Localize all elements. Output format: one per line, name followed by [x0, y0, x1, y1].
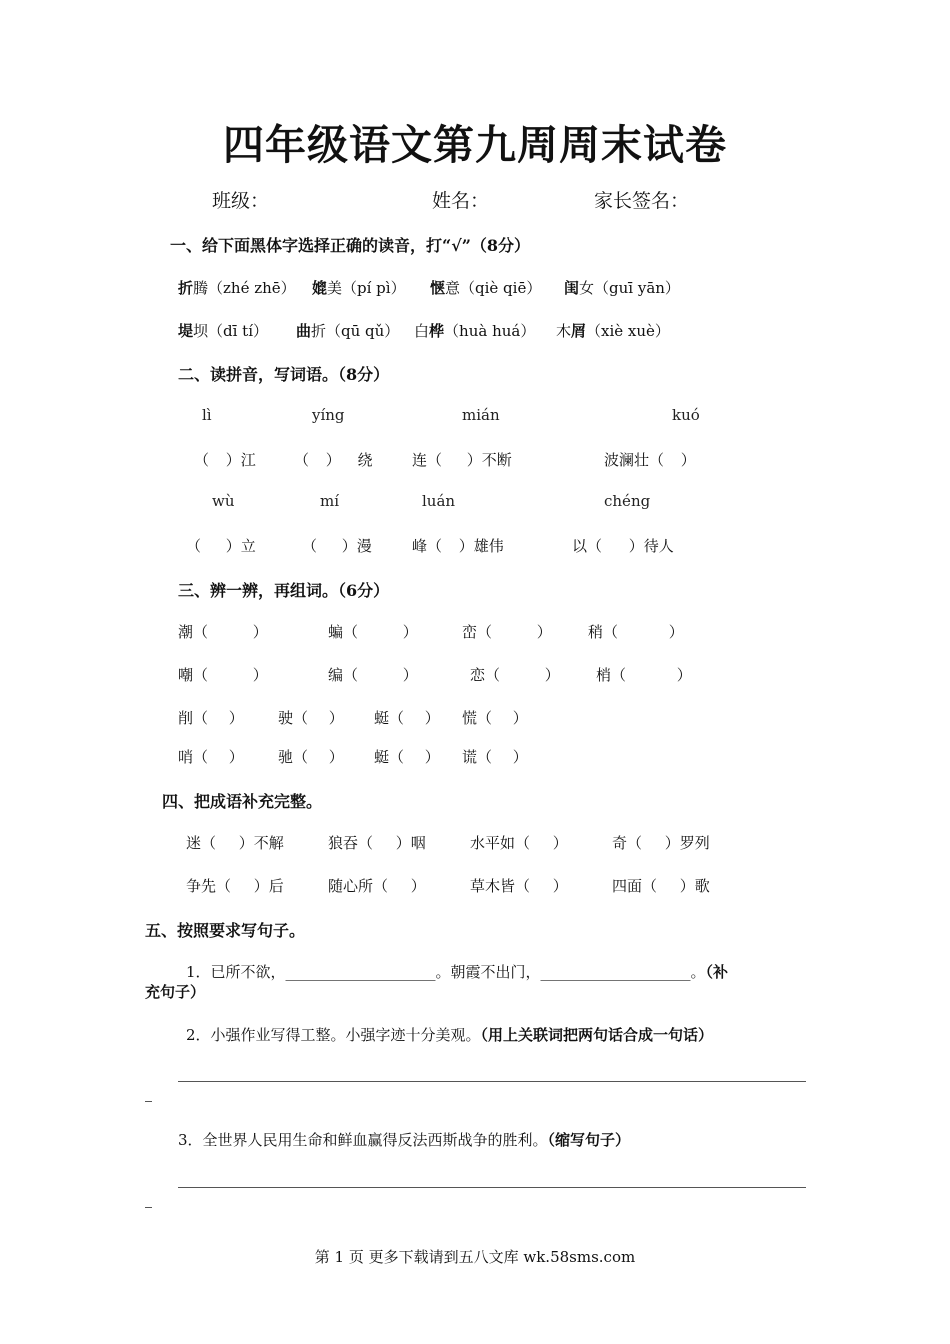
- pinyin: yíng: [312, 406, 345, 424]
- word-blank: 峰（ ）雄伟: [412, 537, 504, 555]
- word-blank: 连（ ）不断: [412, 451, 512, 469]
- word-blank: （ ） 绕: [294, 451, 373, 469]
- compare-item: 蜓（ ）: [374, 748, 440, 766]
- question-1: [186, 961, 728, 982]
- question-1-text: 1．已所不欲，____________________。朝霞不出门，____________________。: [186, 963, 706, 981]
- s1-item: 木屑（xiè xuè）: [556, 322, 670, 340]
- s1-item: 折腾（zhé zhē）: [178, 279, 296, 297]
- question-2-text: 2．小强作业写得工整。小强字迹十分美观。: [186, 1026, 481, 1044]
- question-3-note: （缩写句子）: [547, 1131, 631, 1149]
- answer-line: [178, 1187, 806, 1188]
- parent-signature-label: 家长签名：: [594, 190, 690, 212]
- s1-item: 媲美（pí pì）: [312, 279, 406, 297]
- compare-item: 恋（ ）: [470, 666, 560, 684]
- compare-item: 慌（ ）: [462, 709, 528, 727]
- compare-item: 哨（ ）: [178, 748, 244, 766]
- idiom-blank: 狼吞（ ）咽: [328, 834, 426, 852]
- pinyin: luán: [422, 492, 456, 510]
- idiom-blank: 奇（ ）罗列: [612, 834, 710, 852]
- answer-line: [178, 1081, 806, 1082]
- pinyin: mián: [462, 406, 500, 424]
- answer-line-tail: [145, 1207, 152, 1208]
- idiom-blank: 迷（ ）不解: [186, 834, 284, 852]
- word-blank: （ ）立: [186, 537, 256, 555]
- question-2: [186, 1024, 713, 1045]
- question-3-text: 3．全世界人民用生命和鲜血赢得反法西斯战争的胜利。: [178, 1131, 548, 1149]
- pinyin: lì: [202, 406, 212, 424]
- pinyin: wù: [212, 492, 235, 510]
- s1-item: 堤坝（dī tí）: [178, 322, 269, 340]
- compare-item: 削（ ）: [178, 709, 244, 727]
- answer-line-tail: [145, 1101, 152, 1102]
- word-blank: （ ）漫: [302, 537, 372, 555]
- word-blank: （ ）江: [194, 451, 256, 469]
- idiom-blank: 争先（ ）后: [186, 877, 284, 895]
- s1-item: 曲折（qū qǔ）: [296, 322, 400, 340]
- idiom-blank: 水平如（ ）: [470, 834, 568, 852]
- idiom-blank: 随心所（ ）: [328, 877, 426, 895]
- section-4-heading: 四、把成语补充完整。: [162, 792, 323, 811]
- word-blank: 以（ ）待人: [572, 537, 674, 555]
- compare-item: 嘲（ ）: [178, 666, 268, 684]
- question-1-note: （补: [705, 963, 729, 981]
- compare-item: 蜓（ ）: [374, 709, 440, 727]
- page-footer: 第 1 页 更多下载请到五八文库 wk.58sms.com: [314, 1248, 636, 1266]
- pinyin: chéng: [604, 492, 651, 510]
- compare-item: 梢（ ）: [596, 666, 692, 684]
- s1-item: 闺女（guī yān）: [564, 279, 680, 297]
- name-label: 姓名：: [432, 190, 490, 212]
- compare-item: 编（ ）: [328, 666, 418, 684]
- question-1-note-cont: 充句子）: [145, 983, 206, 1001]
- page-title: 四年级语文第九周周末试卷: [223, 121, 727, 169]
- pinyin: kuó: [672, 406, 700, 424]
- compare-item: 潮（ ）: [178, 623, 268, 641]
- compare-item: 谎（ ）: [462, 748, 528, 766]
- compare-item: 驶（ ）: [278, 709, 344, 727]
- pinyin: mí: [320, 492, 340, 510]
- compare-item: 峦（ ）: [462, 623, 552, 641]
- compare-item: 驰（ ）: [278, 748, 344, 766]
- question-2-note: （用上关联词把两句话合成一句话）: [480, 1026, 714, 1044]
- section-3-heading: 三、辨一辨，再组词。（6分）: [178, 581, 390, 600]
- section-5-heading: 五、按照要求写句子。: [145, 921, 306, 940]
- section-1-heading: 一、给下面黑体字选择正确的读音，打“√”（8分）: [170, 236, 531, 255]
- idiom-blank: 四面（ ）歌: [612, 877, 710, 895]
- compare-item: 蝙（ ）: [328, 623, 418, 641]
- compare-item: 稍（ ）: [588, 623, 684, 641]
- word-blank: 波澜壮（ ）: [604, 451, 696, 469]
- section-2-heading: 二、读拼音，写词语。（8分）: [178, 365, 390, 384]
- class-label: 班级：: [212, 190, 270, 212]
- s1-item: 白桦（huà huá）: [414, 322, 536, 340]
- question-3: [178, 1129, 630, 1150]
- s1-item: 惬意（qiè qiē）: [430, 279, 542, 297]
- idiom-blank: 草木皆（ ）: [470, 877, 568, 895]
